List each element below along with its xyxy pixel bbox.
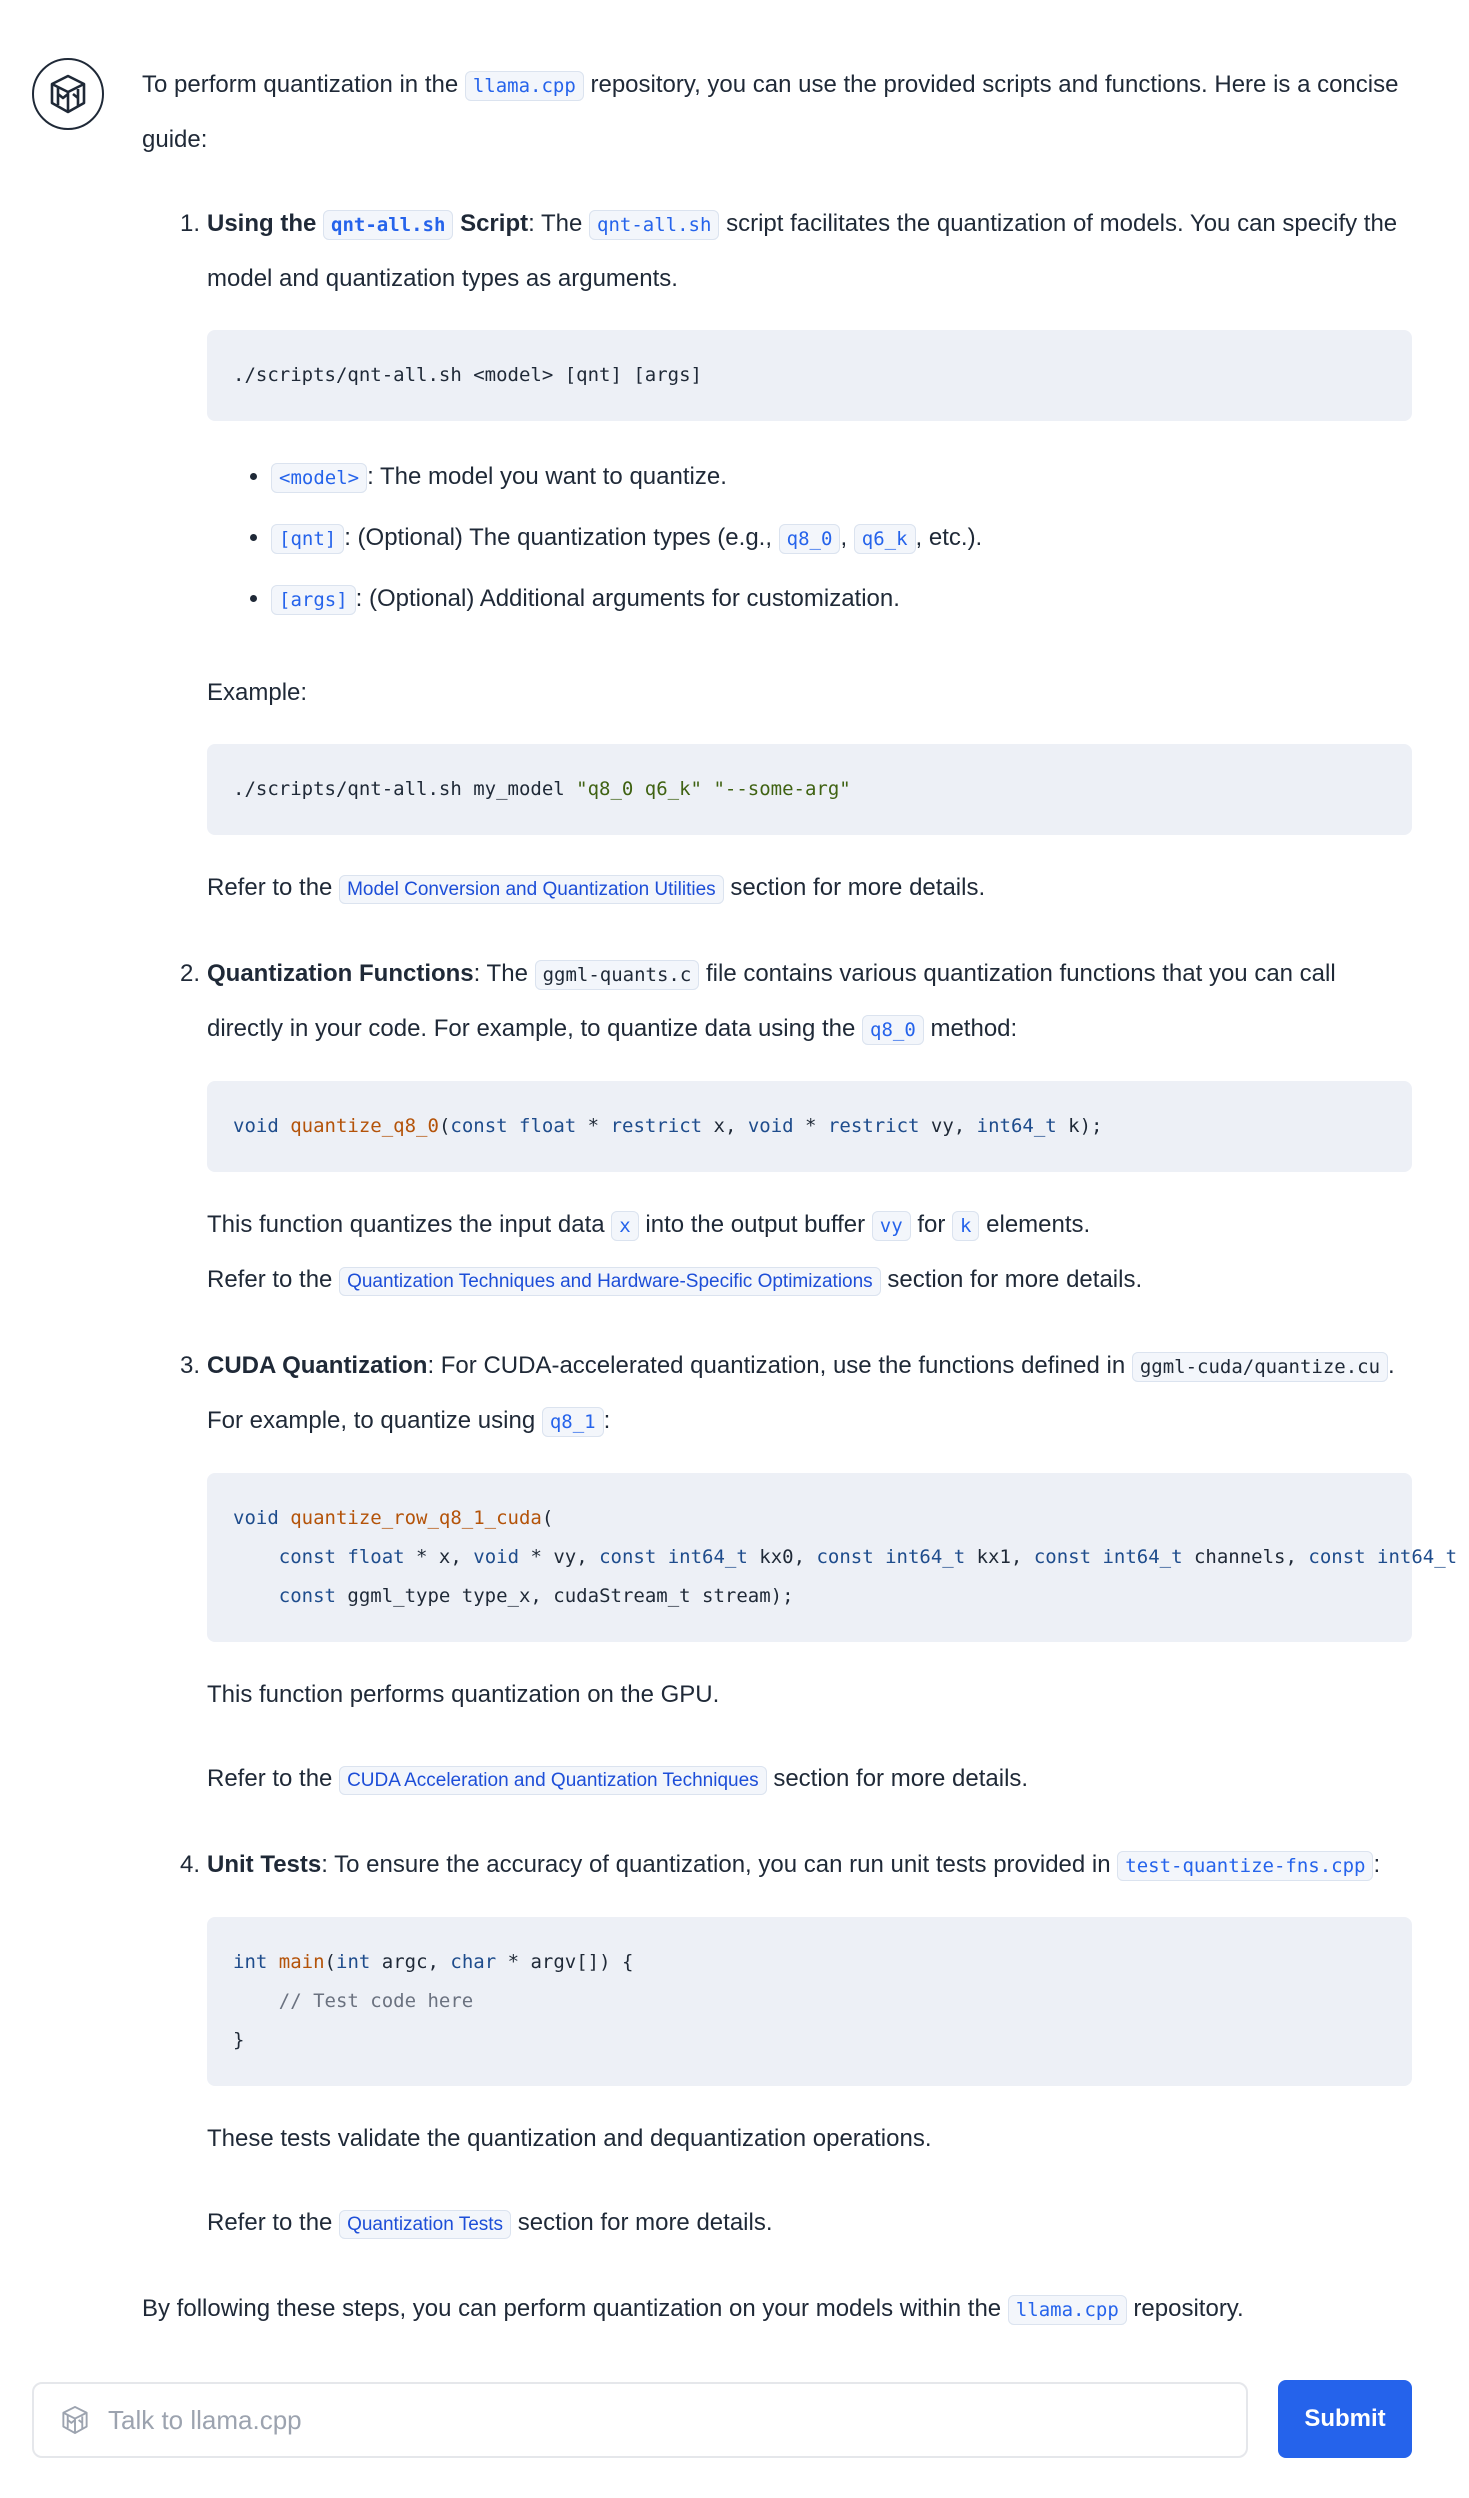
- example-label: Example:: [207, 679, 308, 706]
- inline-code: q6_k: [854, 524, 916, 554]
- inline-code: k: [952, 1211, 979, 1241]
- code-keyword: void: [233, 1507, 279, 1529]
- code-keyword: restrict: [610, 1115, 703, 1137]
- inline-code: [args]: [271, 585, 356, 615]
- step-text: :: [1373, 1851, 1381, 1878]
- inline-code: q8_0: [779, 524, 841, 554]
- refer-text: Refer to the: [207, 874, 340, 901]
- inline-code: llama.cpp: [1008, 2295, 1127, 2325]
- step-text: file contains various quantization functions that you can call directly in your code. For example, to quantize data using the: [207, 960, 1336, 1042]
- step-text: : The: [528, 210, 590, 237]
- code-keyword: const float: [278, 1546, 405, 1568]
- code-function: main: [278, 1951, 325, 1973]
- step-number: 3.: [180, 1352, 201, 1379]
- refer-paragraph: [207, 2196, 1412, 2252]
- code-token: channels,: [1182, 1546, 1309, 1568]
- code-comment: // Test code here: [278, 1990, 474, 2012]
- code-keyword: void: [233, 1115, 279, 1137]
- section-link[interactable]: Quantization Techniques and Hardware-Specific Optimizations: [339, 1267, 881, 1296]
- code-token: [279, 1115, 290, 1137]
- step-title: Unit Tests: [207, 1851, 322, 1878]
- code-token: }: [233, 2029, 245, 2051]
- code-token: * argv[]) {: [496, 1951, 634, 1973]
- code-token: k);: [1056, 1115, 1103, 1137]
- code-token: *: [576, 1115, 611, 1137]
- list-item: [271, 447, 1412, 508]
- code-line: ./scripts/qnt-all.sh <model> [qnt] [args]: [233, 364, 702, 386]
- code-token: [233, 1585, 279, 1607]
- inline-code: <model>: [271, 463, 367, 493]
- code-keyword: const int64_t: [1308, 1546, 1458, 1568]
- list-item: [271, 569, 1412, 630]
- step-text: : For CUDA-accelerated quantization, use the functions defined in: [427, 1352, 1132, 1379]
- code-token: [279, 1507, 290, 1529]
- code-function: quantize_q8_0: [290, 1115, 439, 1137]
- code-token: vy,: [919, 1115, 977, 1137]
- code-block: [207, 1473, 1458, 1642]
- inline-code: x: [611, 1211, 638, 1241]
- refer-paragraph: [207, 1253, 1412, 1309]
- chat-input-container[interactable]: [32, 2382, 1248, 2458]
- assistant-avatar: [32, 58, 104, 130]
- section-link[interactable]: Model Conversion and Quantization Utilities: [339, 875, 724, 904]
- outro-paragraph: [142, 2282, 1412, 2337]
- bullet-list: [207, 447, 1412, 630]
- code-token: kx0,: [747, 1546, 817, 1568]
- section-link[interactable]: Quantization Tests: [339, 2210, 511, 2239]
- code-string: "q8_0 q6_k": [576, 778, 703, 800]
- code-keyword: const int64_t: [1033, 1546, 1183, 1568]
- inline-code: ggml-cuda/quantize.cu: [1132, 1352, 1388, 1382]
- inline-code: ggml-quants.c: [535, 960, 700, 990]
- code-keyword: const int64_t: [599, 1546, 748, 1568]
- step-item: [142, 1838, 1412, 2252]
- inline-code: q8_0: [862, 1015, 924, 1045]
- code-keyword: restrict: [827, 1115, 920, 1137]
- step-description: [207, 1198, 1412, 1253]
- assistant-message: [142, 58, 1458, 2337]
- outro-text: By following these steps, you can perform quantization on your models within the: [142, 2295, 1008, 2322]
- step-description: These tests validate the quantization and dequantization operations.: [207, 2125, 932, 2152]
- step-heading: [207, 947, 1412, 1057]
- inline-code: qnt-all.sh: [323, 210, 453, 240]
- step-text: : The: [473, 960, 535, 987]
- step-heading: [207, 197, 1412, 306]
- refer-text: section for more details.: [723, 874, 986, 901]
- code-token: [267, 1951, 278, 1973]
- step-title: Using the: [207, 210, 324, 237]
- step-text: : To ensure the accuracy of quantization, you can run unit tests provided in: [321, 1851, 1118, 1878]
- code-keyword: const float: [450, 1115, 577, 1137]
- list-item-text: : The model you want to quantize.: [367, 463, 727, 490]
- step-item: [142, 947, 1412, 1309]
- step-heading: [207, 1838, 1412, 1893]
- code-token: x,: [702, 1115, 748, 1137]
- step-text: . For example, to quantize using: [207, 1352, 1395, 1434]
- code-token: [233, 1990, 279, 2012]
- steps-list: [142, 197, 1458, 2252]
- refer-paragraph: [207, 1752, 1412, 1808]
- list-item-text: : (Optional) The quantization types (e.g.,: [344, 524, 779, 551]
- code-keyword: int: [233, 1951, 268, 1973]
- submit-button[interactable]: Submit: [1278, 2380, 1412, 2458]
- desc-text: elements.: [979, 1211, 1091, 1238]
- step-text: script facilitates the quantization of models. You can specify the model and quantization types as arguments.: [207, 210, 1398, 292]
- refer-text: section for more details.: [511, 2209, 773, 2236]
- intro-text: To perform quantization in the: [142, 71, 465, 98]
- step-number: 1.: [180, 210, 201, 237]
- refer-paragraph: [207, 861, 1412, 917]
- inline-code: llama.cpp: [465, 71, 584, 101]
- step-title: CUDA Quantization: [207, 1352, 428, 1379]
- code-string: "--some-arg": [713, 778, 851, 800]
- step-heading: [207, 1339, 1412, 1449]
- code-keyword: void: [747, 1115, 794, 1137]
- inline-code: vy: [872, 1211, 911, 1241]
- chat-input[interactable]: [106, 2404, 1210, 2437]
- code-keyword: const: [278, 1585, 336, 1607]
- step-item: [142, 197, 1412, 917]
- code-keyword: int: [336, 1951, 371, 1973]
- code-token: * vy,: [519, 1546, 600, 1568]
- outro-text: repository.: [1126, 2295, 1244, 2322]
- list-item-text: ,: [840, 524, 854, 551]
- refer-text: Refer to the: [207, 2209, 340, 2236]
- step-number: 2.: [180, 960, 201, 987]
- code-token: (: [438, 1115, 451, 1137]
- inline-code: q8_1: [542, 1407, 604, 1437]
- code-block: [207, 1917, 1412, 2086]
- code-token: ggml_type type_x, cudaStream_t stream);: [335, 1585, 794, 1607]
- refer-text: section for more details.: [766, 1765, 1029, 1792]
- code-token: *: [793, 1115, 828, 1137]
- step-item: [142, 1339, 1458, 1808]
- desc-text: for: [910, 1211, 953, 1238]
- step-title: Quantization Functions: [207, 960, 474, 987]
- code-token: (: [541, 1507, 554, 1529]
- code-keyword: int64_t: [976, 1115, 1057, 1137]
- refer-text: section for more details.: [880, 1266, 1143, 1293]
- code-token: (: [324, 1951, 336, 1973]
- cube-logo-icon: [58, 2403, 92, 2437]
- inline-code: qnt-all.sh: [589, 210, 719, 240]
- code-keyword: char: [450, 1951, 497, 1973]
- step-text: method:: [923, 1015, 1018, 1042]
- desc-text: into the output buffer: [638, 1211, 872, 1238]
- step-text: :: [603, 1407, 611, 1434]
- list-item: [271, 508, 1412, 569]
- code-block: [207, 330, 1412, 421]
- code-block: [207, 1081, 1412, 1172]
- intro-paragraph: [142, 58, 1412, 167]
- code-token: [233, 1546, 279, 1568]
- code-token: argc,: [370, 1951, 451, 1973]
- refer-text: Refer to the: [207, 1266, 340, 1293]
- refer-text: Refer to the: [207, 1765, 340, 1792]
- code-keyword: void: [473, 1546, 520, 1568]
- section-link[interactable]: CUDA Acceleration and Quantization Techniques: [339, 1766, 767, 1795]
- code-token: ./scripts/qnt-all.sh my_model: [233, 778, 577, 800]
- code-token: * x,: [404, 1546, 474, 1568]
- desc-text: This function quantizes the input data: [207, 1211, 612, 1238]
- code-keyword: const int64_t: [816, 1546, 966, 1568]
- list-item-text: : (Optional) Additional arguments for customization.: [355, 585, 900, 612]
- code-token: [1457, 1546, 1468, 1568]
- code-function: quantize_row_q8_1_cuda: [290, 1507, 542, 1529]
- code-token: [702, 778, 713, 800]
- code-block: [207, 744, 1412, 835]
- step-description: This function performs quantization on the GPU.: [207, 1681, 720, 1708]
- step-number: 4.: [180, 1851, 201, 1878]
- list-item-text: , etc.).: [915, 524, 983, 551]
- code-token: kx1,: [965, 1546, 1034, 1568]
- step-title: Script: [453, 210, 529, 237]
- cube-logo-icon: [46, 72, 90, 116]
- inline-code: test-quantize-fns.cpp: [1117, 1851, 1373, 1881]
- intro-text: repository, you can use the provided scripts and functions. Here is a concise guide:: [142, 71, 1399, 153]
- inline-code: [qnt]: [271, 524, 344, 554]
